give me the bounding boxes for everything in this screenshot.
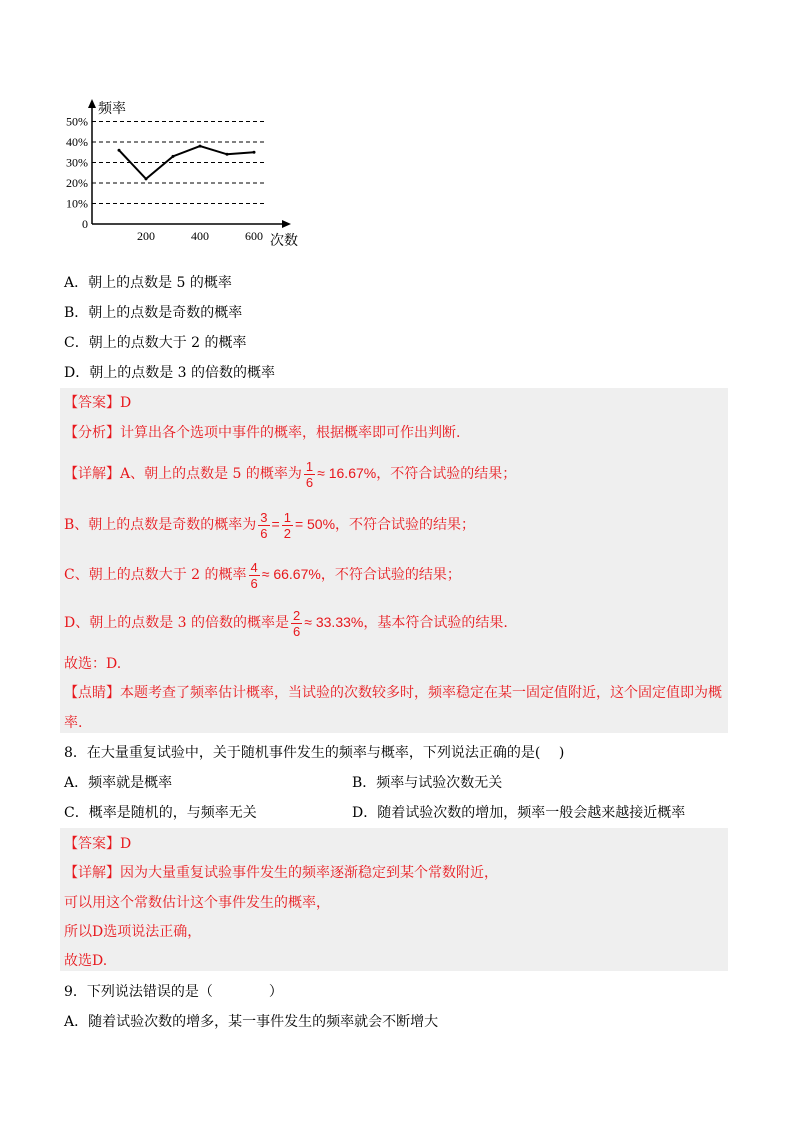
data-point	[226, 153, 229, 156]
y-axis-arrow	[88, 99, 96, 108]
x-tick-labels	[137, 229, 263, 243]
q7-analysis	[64, 423, 460, 443]
y-tick-label: 0	[82, 217, 88, 231]
q7-detail-a	[64, 454, 516, 493]
data-point	[199, 145, 202, 148]
q8-stem: 8．在大量重复试验中，关于随机事件发生的频率与概率，下列说法正确的是( )	[64, 745, 565, 761]
comment-text-1: 本题考查了频率估计概率，当试验的次数较多时，频率稳定在某一固定值附近，这个固定值即为概	[120, 685, 722, 701]
detail-b-value: = 50%	[294, 516, 336, 532]
y-tick-label: 50%	[66, 114, 88, 129]
x-axis-arrow	[282, 220, 291, 228]
q7-option-c: C．朝上的点数大于 2 的概率	[64, 335, 247, 351]
data-point	[172, 155, 175, 158]
fraction-1-6: $\frac{1}{6}$	[305, 458, 314, 490]
q8-option-d: D．随着试验次数的增加，频率一般会越来越接近概率	[352, 805, 686, 821]
q8-answer	[64, 834, 131, 854]
detail-text: 因为大量重复试验事件发生的频率逐渐稳定到某个常数附近，	[120, 865, 498, 881]
detail-d-value: ≈ 33.33%	[304, 614, 364, 630]
fraction-2-6: $\frac{2}{6}$	[293, 607, 301, 639]
analysis-text: 计算出各个选项中事件的概率，根据概率即可作出判断.	[120, 425, 461, 441]
detail-a-value: ≈ 16.67%	[317, 465, 377, 481]
x-tick-label: 400	[191, 229, 209, 243]
detail-c-value: ≈ 66.67%	[261, 566, 321, 582]
detail-a-tail: ，不符合试验的结果；	[376, 466, 517, 482]
y-tick-labels	[66, 115, 88, 232]
q7-comment-line2: 率.	[64, 715, 83, 731]
y-axis-label: 频率	[98, 102, 126, 117]
detail-tag: 【详解】	[64, 865, 120, 881]
detail-c-tail: ，不符合试验的结果；	[320, 567, 461, 583]
q7-answer	[64, 393, 131, 413]
q7-detail-b	[64, 505, 475, 544]
detail-d-tail: ，基本符合试验的结果.	[363, 615, 508, 631]
q8-detail-4: 故选D.	[64, 953, 108, 969]
answer-tag: 【答案】	[64, 395, 120, 411]
frequency-line-chart	[60, 96, 320, 251]
q8-option-b: B．频率与试验次数无关	[352, 775, 503, 791]
y-tick-label: 30%	[66, 155, 88, 170]
answer-value: D	[120, 836, 132, 852]
data-point	[253, 151, 256, 154]
q9-stem: 9．下列说法错误的是（ ）	[64, 984, 283, 1000]
q8-detail-2: 可以用这个常数估计这个事件发生的概率，	[64, 895, 330, 911]
y-tick-label: 10%	[66, 196, 88, 211]
q8-detail-3: 所以D选项说法正确，	[64, 924, 202, 940]
fraction-3-6: $\frac{3}{6}$	[260, 509, 268, 541]
data-point	[145, 177, 148, 180]
detail-a-text: A、朝上的点数是 5 的概率为	[120, 466, 302, 482]
q7-option-a: A．朝上的点数是 5 的概率	[64, 275, 232, 291]
x-tick-label: 600	[245, 229, 263, 243]
fraction-1-2: $\frac{1}{2}$	[283, 509, 291, 541]
data-point	[118, 149, 121, 152]
detail-b-text: B、朝上的点数是奇数的概率为	[64, 517, 257, 533]
x-tick-label: 200	[137, 229, 155, 243]
q7-detail-d	[64, 603, 508, 642]
q7-option-b: B．朝上的点数是奇数的概率	[64, 305, 243, 321]
q9-option-a: A．随着试验次数的增多，某一事件发生的频率就会不断增大	[64, 1014, 439, 1030]
q8-detail-1	[64, 863, 498, 883]
answer-tag: 【答案】	[64, 836, 120, 852]
q7-choose: 故选：D.	[64, 656, 122, 672]
detail-c-text: C、朝上的点数大于 2 的概率	[64, 567, 247, 583]
q7-detail-c	[64, 555, 461, 594]
detail-tag: 【详解】	[64, 466, 120, 482]
chart-axes	[88, 99, 291, 228]
analysis-tag: 【分析】	[64, 425, 120, 441]
q7-comment	[64, 683, 722, 703]
y-tick-label: 40%	[66, 135, 88, 149]
y-tick-label: 20%	[66, 176, 88, 190]
x-axis-label: 次数	[270, 234, 298, 249]
detail-d-text: D、朝上的点数是 3 的倍数的概率是	[64, 615, 290, 631]
detail-b-tail: ，不符合试验的结果；	[335, 517, 476, 533]
q7-option-d: D．朝上的点数是 3 的倍数的概率	[64, 365, 276, 381]
chart-grid	[92, 122, 267, 204]
q8-option-a: A．频率就是概率	[64, 775, 173, 791]
equals-sign: =	[271, 516, 280, 532]
answer-value: D	[120, 395, 132, 411]
q8-option-c: C．概率是随机的，与频率无关	[64, 805, 257, 821]
comment-tag: 【点睛】	[64, 685, 120, 701]
fraction-4-6: $\frac{4}{6}$	[250, 559, 258, 591]
